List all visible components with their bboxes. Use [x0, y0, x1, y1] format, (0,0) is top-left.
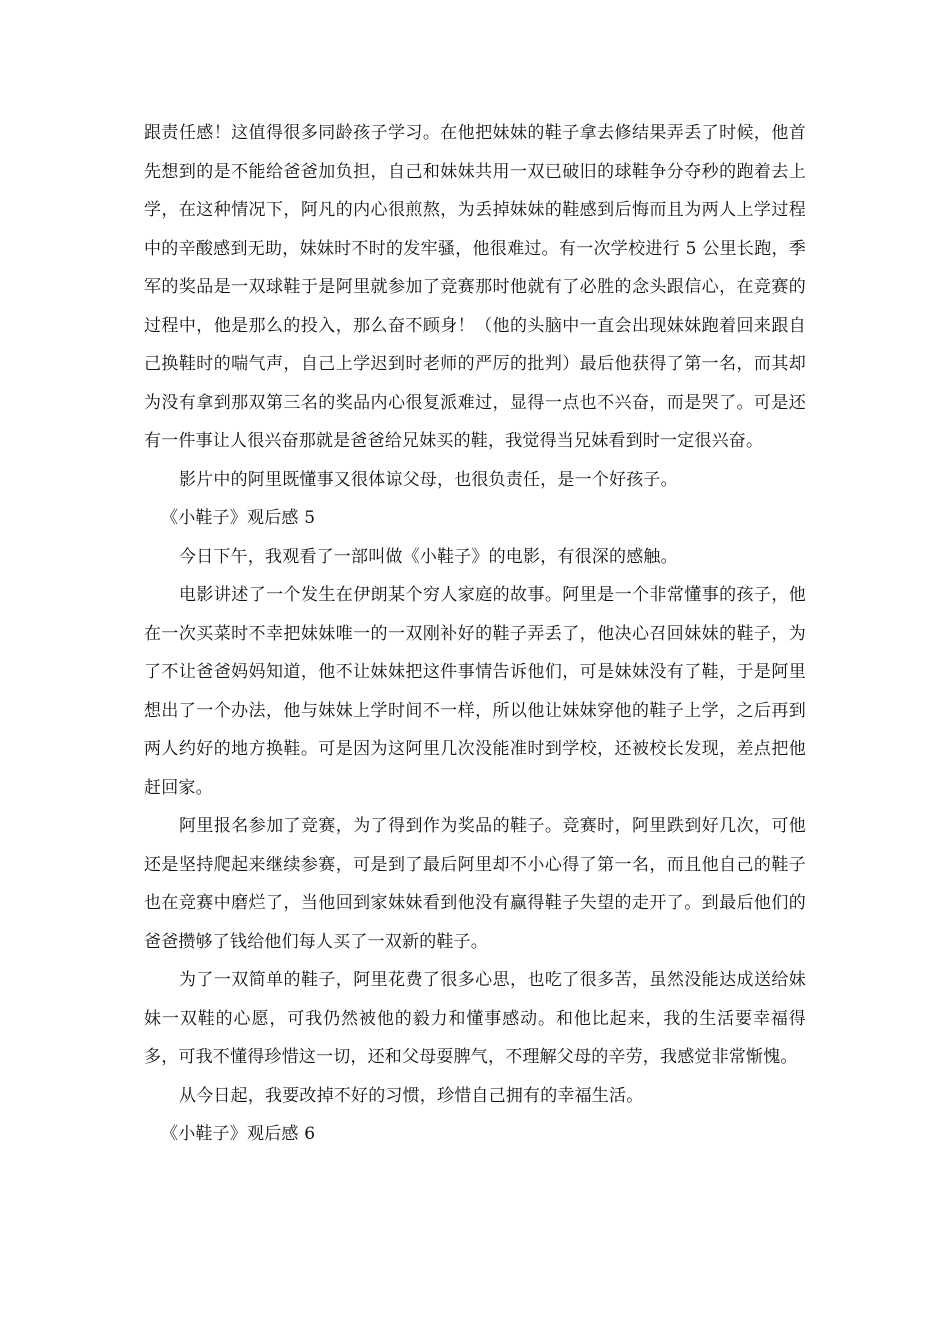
section-heading-5: 《小鞋子》观后感 5	[161, 508, 316, 528]
paragraph-race: 阿里报名参加了竞赛，为了得到作为奖品的鞋子。竞赛时，阿里跌到好几次，可他还是坚持爬起来继续参赛，可是到了最后阿里却不小心得了第一名，而且他自己的鞋子也在竞赛中磨烂了，当他回到家妹妹看到他没有赢得鞋子失望的走开了。到最后他们的爸爸攒够了钱给他们每人买了一双新的鞋子。	[144, 816, 806, 952]
paragraph-summary: 影片中的阿里既懂事又很体谅父母，也很负责任，是一个好孩子。	[179, 469, 678, 490]
document-page	[144, 114, 806, 1154]
paragraph-continuation: 跟责任感！这值得很多同龄孩子学习。在他把妹妹的鞋子拿去修结果弄丢了时候，他首先想到的是不能给爸爸加负担，自己和妹妹共用一双已破旧的球鞋争分夺秒的跑着去上学，在这种情况下，阿凡的内心很煎熬，为丢掉妹妹的鞋感到后悔而且为两人上学过程中的辛酸感到无助，妹妹时不时的发牢骚，他很难过。有一次学校进行 5 公里长跑，季军的奖品是一双球鞋于是阿里就参加了竞赛那时他就有了必胜的念头跟信心，在竞赛的过程中，他是那么的投入，那么奋不顾身！（他的头脑中一直会出现妹妹跑着回来跟自己换鞋时的喘气声，自己上学迟到时老师的严厉的批判）最后他获得了第一名，而其却为没有拿到那双第三名的奖品内心很复派难过，显得一点也不兴奋，而是哭了。可是还有一件事让人很兴奋那就是爸爸给兄妹买的鞋，我觉得当兄妹看到时一定很兴奋。	[144, 123, 806, 451]
paragraph-reflection: 为了一双简单的鞋子，阿里花费了很多心思，也吃了很多苦，虽然没能达成送给妹妹一双鞋的心愿，可我仍然被他的毅力和懂事感动。和他比起来，我的生活要幸福得多，可我不懂得珍惜这一切，还和父母耍脾气，不理解父母的辛劳，我感觉非常惭愧。	[144, 970, 806, 1067]
paragraph-resolution: 从今日起，我要改掉不好的习惯，珍惜自己拥有的幸福生活。	[179, 1085, 644, 1106]
paragraph-intro: 今日下午，我观看了一部叫做《小鞋子》的电影，有很深的感触。	[179, 546, 678, 567]
section-heading-6: 《小鞋子》观后感 6	[161, 1124, 316, 1144]
paragraph-story: 电影讲述了一个发生在伊朗某个穷人家庭的故事。阿里是一个非常懂事的孩子，他在一次买菜时不幸把妹妹唯一的一双刚补好的鞋子弄丢了，他决心召回妹妹的鞋子，为了不让爸爸妈妈知道，他不让妹妹把这件事情告诉他们，可是妹妹没有了鞋，于是阿里想出了一个办法，他与妹妹上学时间不一样，所以他让妹妹穿他的鞋子上学，之后再到两人约好的地方换鞋。可是因为这阿里几次没能准时到学校，还被校长发现，差点把他赶回家。	[144, 585, 806, 798]
